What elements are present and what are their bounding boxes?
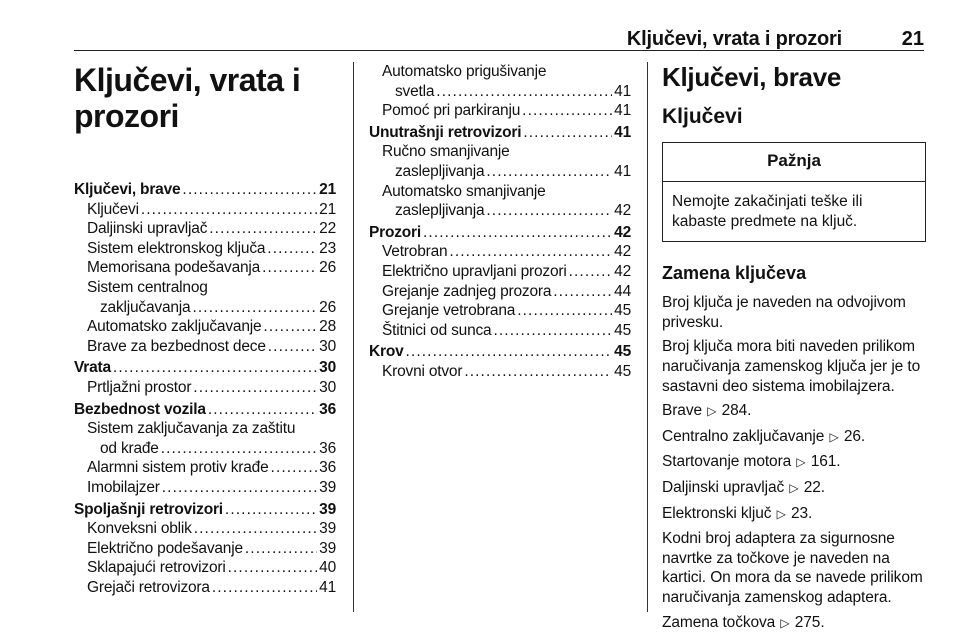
toc-entry[interactable]: Ključevi . . . 21 <box>74 200 336 220</box>
toc-entry[interactable]: svetla . . . 41 <box>369 82 631 102</box>
toc-entry-text[interactable]: Sistem zaključavanja za zaštitu <box>87 420 296 438</box>
paragraph: Kodni broj adaptera za sigurnosne navrtke za točkove je naveden na kartici. On mora da se navede prilikom naručivanja zamenskog adaptera. <box>662 530 923 606</box>
caution-box <box>662 142 926 242</box>
content-column <box>662 62 926 638</box>
caution-text: Nemojte zakačinjati teške ili kabaste predmete na ključ. <box>672 193 863 230</box>
paragraph: Broj ključa mora biti naveden prilikom naručivanja zamenskog ključa jer je to sastavni deo sistema imobilajzera. <box>662 338 921 395</box>
subheading: Zamena ključeva <box>662 263 807 284</box>
toc-entry[interactable]: Električno podešavanje . . . 39 <box>74 539 336 559</box>
toc-entry[interactable]: Spoljašnji retrovizori . . . 39 <box>74 500 336 520</box>
caution-heading: Pažnja <box>663 143 925 182</box>
toc-entry[interactable]: Vrata . . . 30 <box>74 358 336 378</box>
toc-entry[interactable]: Bezbednost vozila . . . 36 <box>74 400 336 420</box>
cross-reference[interactable]: Brave ▷ 284. <box>662 401 926 422</box>
cross-reference[interactable]: Elektronski ključ ▷ 23. <box>662 504 926 525</box>
toc-entry[interactable]: Električno upravljani prozori . . . 42 <box>369 262 631 282</box>
toc-entry[interactable]: Daljinski upravljač . . . 22 <box>74 219 336 239</box>
page-number: 21 <box>901 28 924 50</box>
toc-entry-text[interactable]: Ručno smanjivanje <box>382 143 510 161</box>
toc-entry[interactable]: Grejanje vetrobrana . . . 45 <box>369 301 631 321</box>
toc-group-unutrasnji-retrovizori <box>369 123 631 221</box>
toc-group-kljucevi-brave <box>74 180 336 356</box>
toc-entry[interactable]: Alarmni sistem protiv krađe . . . 36 <box>74 458 336 478</box>
toc-entry[interactable]: Unutrašnji retrovizori . . . 41 <box>369 123 631 143</box>
toc-entry[interactable]: Sklapajući retrovizori . . . 40 <box>74 558 336 578</box>
toc-group-vrata <box>74 358 336 397</box>
toc-group-prozori <box>369 223 631 341</box>
cross-reference[interactable]: Startovanje motora ▷ 161. <box>662 452 926 473</box>
toc-entry-text[interactable]: Automatsko prigušivanje <box>382 63 547 80</box>
running-title: Ključevi, vrata i prozori <box>626 28 842 50</box>
toc-column-2 <box>369 62 631 384</box>
paragraph: Broj ključa je naveden na odvojivom privesku. <box>662 294 906 331</box>
toc-entry[interactable]: Pomoć pri parkiranju . . . 41 <box>369 101 631 121</box>
toc-entry[interactable]: Sistem elektronskog ključa . . . 23 <box>74 239 336 259</box>
toc-column-1 <box>74 62 336 599</box>
toc-entry[interactable]: Prtljažni prostor . . . 30 <box>74 378 336 398</box>
toc-entry[interactable]: Krovni otvor . . . 45 <box>369 362 631 382</box>
cross-reference[interactable]: Zamena točkova ▷ 275. <box>662 613 926 634</box>
toc-entry-text[interactable]: Sistem centralnog <box>87 278 208 296</box>
toc-entry[interactable]: Vetrobran . . . 42 <box>369 242 631 262</box>
reference-arrow-icon: ▷ <box>780 615 790 630</box>
toc-entry[interactable]: zaslepljivanja . . . 42 <box>369 201 631 221</box>
section-title: Ključevi, brave <box>662 62 842 92</box>
cross-reference[interactable]: Daljinski upravljač ▷ 22. <box>662 478 926 499</box>
header-rule <box>74 50 924 51</box>
subsection-title: Ključevi <box>662 105 743 128</box>
toc-group-spoljasnji-retrovizori <box>74 500 336 598</box>
toc-entry[interactable]: Brave za bezbednost dece . . . 30 <box>74 337 336 357</box>
reference-arrow-icon: ▷ <box>707 404 717 419</box>
toc-entry[interactable]: Grejanje zadnjeg prozora . . . 44 <box>369 282 631 302</box>
chapter-title: Ključevi, vrata i prozori <box>74 62 301 134</box>
toc-entry[interactable]: Memorisana podešavanja . . . 26 <box>74 258 336 278</box>
toc-entry[interactable]: od krađe . . . 36 <box>74 439 336 459</box>
toc-entry-text[interactable]: Automatsko smanjivanje <box>382 182 546 200</box>
cross-reference[interactable]: Centralno zaključavanje ▷ 26. <box>662 427 926 448</box>
toc-entry[interactable]: Prozori . . . 42 <box>369 223 631 243</box>
reference-arrow-icon: ▷ <box>796 455 806 470</box>
toc-entry[interactable]: Krov . . . 45 <box>369 342 631 362</box>
toc-entry[interactable]: Imobilajzer . . . 39 <box>74 478 336 498</box>
reference-arrow-icon: ▷ <box>829 429 839 444</box>
toc-entry[interactable]: zaključavanja . . . 26 <box>74 298 336 318</box>
toc-entry[interactable]: Automatsko zaključavanje . . . 28 <box>74 317 336 337</box>
toc-entry[interactable]: zaslepljivanja . . . 41 <box>369 162 631 182</box>
column-divider <box>353 62 354 612</box>
toc-entry[interactable]: Štitnici od sunca . . . 45 <box>369 321 631 341</box>
toc-entry[interactable]: Grejači retrovizora . . . 41 <box>74 578 336 598</box>
toc-entry[interactable]: Konveksni oblik . . . 39 <box>74 519 336 539</box>
toc-group-krov <box>369 342 631 381</box>
reference-arrow-icon: ▷ <box>776 506 786 521</box>
reference-arrow-icon: ▷ <box>789 480 799 495</box>
toc-group-bezbednost <box>74 400 336 498</box>
toc-group-continued <box>369 62 631 121</box>
column-divider <box>647 62 648 612</box>
toc-entry[interactable]: Ključevi, brave . . . 21 <box>74 180 336 200</box>
